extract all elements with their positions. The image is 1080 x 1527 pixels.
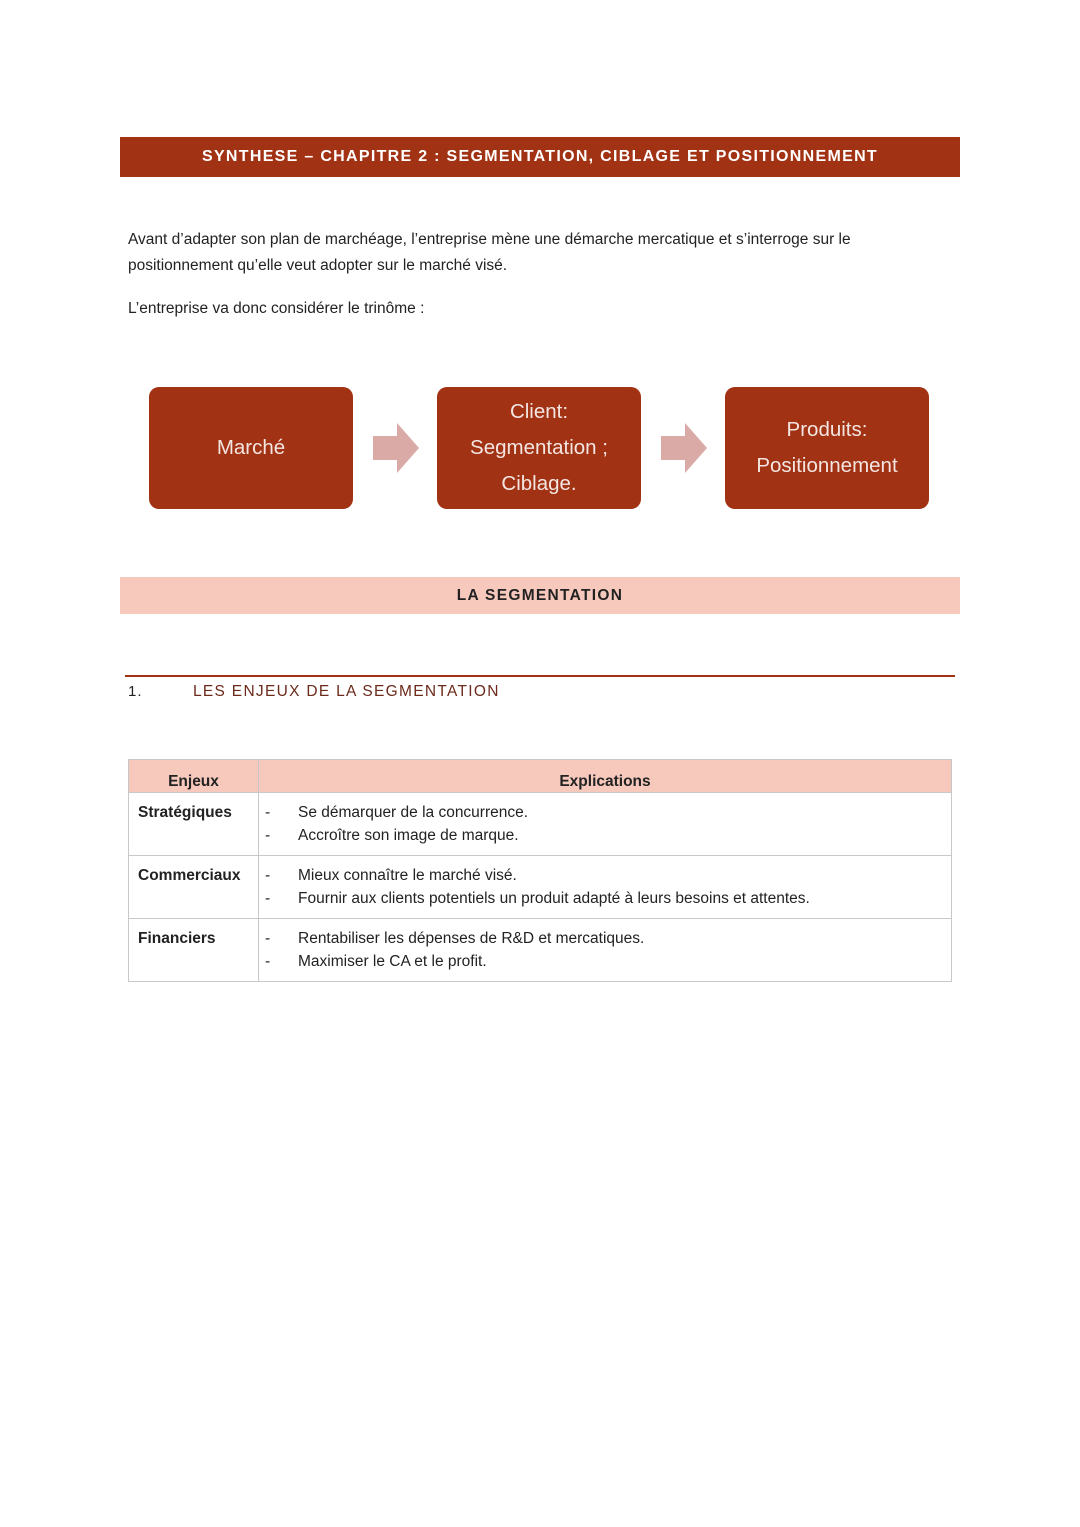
intro-line-3: L’entreprise va donc considérer le trinôme : [128, 300, 425, 317]
chapter-title-bar [120, 137, 960, 177]
bullet-dash: - [265, 952, 271, 970]
heading-number: 1. [128, 683, 143, 700]
row-explications [259, 856, 952, 919]
flow-box-label: Produits: [786, 418, 868, 441]
table-row [129, 793, 952, 856]
section-band [120, 577, 960, 614]
row-label: Commerciaux [129, 856, 259, 919]
table-row [129, 919, 952, 982]
flow-box-marche [149, 387, 353, 509]
column-header-enjeux: Enjeux [129, 760, 259, 793]
flow-box-label: Ciblage. [501, 472, 577, 495]
flow-box-client [437, 387, 641, 509]
flow-box-label: Marché [216, 436, 286, 459]
row-label: Stratégiques [129, 793, 259, 856]
explication-item: Accroître son image de marque. [298, 826, 519, 844]
column-header-explications: Explications [259, 760, 952, 793]
intro-line-1: Avant d’adapter son plan de marchéage, l’entreprise mène une démarche mercatique et s’interroge sur le [128, 231, 851, 248]
flow-box-label: Positionnement [756, 454, 898, 477]
table-row [129, 856, 952, 919]
flow-box-label: Segmentation ; [470, 436, 608, 459]
heading-title: LES ENJEUX DE LA SEGMENTATION [193, 683, 500, 700]
bullet-dash: - [265, 889, 271, 907]
bullet-dash: - [265, 930, 271, 947]
heading-divider [125, 675, 955, 677]
intro-line-2: positionnement qu’elle veut adopter sur le marché visé. [128, 257, 508, 274]
row-explications [259, 919, 952, 982]
explication-item: Mieux connaître le marché visé. [298, 867, 517, 884]
right-arrow-icon [661, 423, 707, 473]
explication-item: Maximiser le CA et le profit. [298, 952, 487, 970]
table-header-row [129, 760, 952, 793]
enjeux-table [128, 759, 952, 982]
flow-box-produits [725, 387, 929, 509]
chapter-title: SYNTHESE – CHAPITRE 2 : SEGMENTATION, CIBLAGE ET POSITIONNEMENT [201, 148, 879, 165]
bullet-dash: - [265, 826, 271, 844]
flow-box-label: Client: [509, 400, 569, 423]
explication-item: Fournir aux clients potentiels un produit adapté à leurs besoins et attentes. [298, 889, 810, 907]
explication-item: Se démarquer de la concurrence. [298, 804, 529, 821]
row-label: Financiers [129, 919, 259, 982]
bullet-dash: - [265, 804, 271, 821]
intro-paragraph [128, 227, 928, 279]
section-title: LA SEGMENTATION [456, 586, 624, 604]
right-arrow-icon [373, 423, 419, 473]
bullet-dash: - [265, 867, 271, 884]
explication-item: Rentabiliser les dépenses de R&D et mercatiques. [298, 930, 645, 947]
row-explications [259, 793, 952, 856]
